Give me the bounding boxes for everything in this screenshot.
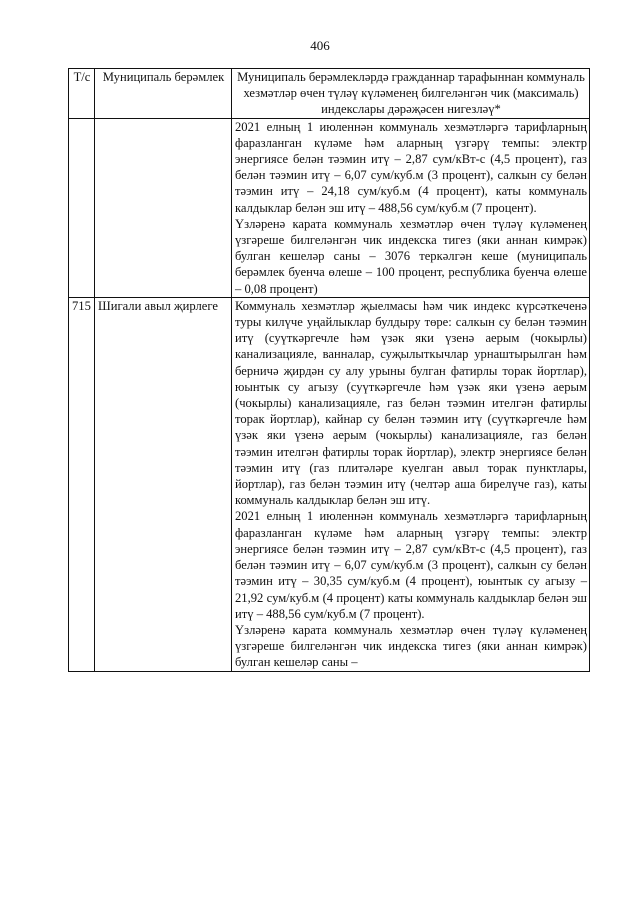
row-num [69, 118, 95, 297]
paragraph: 2021 елның 1 июленнән коммуналь хезмәтләргә тарифларның фаразланган күләме һәм аларның үзгәрү темпы: электр энергиясе белән тәэмин итү – 2,87 сум/кВт-с (4,5 процент), газ белән тәэмин итү – 6,07 сум/куб.м (3 процент), салкын су белән тәэмин итү – 30,35 сум/куб.м (4 процент), юынтык су агызу – 21,92 сум/куб.м (4 процент) каты коммуналь калдыклар белән эш итү – 488,56 сум/куб.м (7 процент). [235, 509, 587, 621]
header-index: Муниципаль берәмлекләрдә гражданнар тарафыннан коммуналь хезмәтләр өчен түләү күләменең билгеләнгән чик (максималь) индекслары дәрәҗәсен нигезләү* [232, 69, 590, 119]
header-municipality: Муниципаль берәмлек [95, 69, 232, 119]
table-header-row [69, 69, 590, 119]
table-row [69, 297, 590, 671]
row-municipality: Шигали авыл җирлеге [95, 297, 232, 671]
paragraph: Коммуналь хезмәтләр җыелмасы һәм чик индекс күрсәткеченә туры килүче уңайлыклар булдыру төре: салкын су белән тәэмин итү (суүткәргечле һәм үзәк яки үзенә аерым (чокырлы) канализацияле, ванналар, суҗылыткычлар урнаштырылган һәм берничә җирдән су алу урыны булган фатирлы торак йортлар), юынтык су агызу (суүткәргечле һәм үзәк яки үзенә аерым (чокырлы) канализацияле, газ белән тәэмин ителгән фатирлы торак йортлар), кайнар су белән тәэмин итү (суүткәргечле һәм үзәк яки үзенә аерым (чокырлы) канализацияле, газ белән тәэмин ителгән фатирлы торак йортлар), электр энергиясе белән тәэмин итү (газ плитәләре куелган авыл торак пунктлары, йортлар), газ белән тәэмин итү (челтәр аша бирелүче газ), каты коммуналь калдыклар белән эш итү. [235, 298, 587, 508]
page-number: 406 [310, 38, 330, 53]
paragraph: 2021 елның 1 июленнән коммуналь хезмәтләргә тарифларның фаразланган күләме һәм аларның үзгәрү темпы: электр энергиясе белән тәэмин итү – 2,87 сум/кВт-с (4,5 процент), газ белән тәэмин итү – 6,07 сум/куб.м (3 процент), салкын су белән тәэмин итү – 24,18 сум/куб.м (4 процент), каты коммуналь калдыклар белән эш итү – 488,56 сум/куб.м (7 процент). [235, 119, 587, 215]
index-table [68, 68, 590, 672]
row-municipality [95, 118, 232, 297]
row-num: 715 [69, 297, 95, 671]
row-description [232, 297, 590, 671]
row-description [232, 118, 590, 297]
paragraph: Үзләренә карата коммуналь хезмәтләр өчен түләү күләменең үзгәреше билгеләнгән чик индекска тигез (яки аннан кимрәк) булган кешеләр саны – [235, 622, 587, 670]
header-num: Т/с [69, 69, 95, 119]
table-row [69, 118, 590, 297]
paragraph: Үзләренә карата коммуналь хезмәтләр өчен түләү күләменең үзгәреше билгеләнгән чик индекска тигез (яки аннан кимрәк) булган кешеләр саны – 3076 теркәлгән кеше (муниципаль берәмлек буенча өлеше – 100 процент, республика буенча өлеше – 0,08 процент) [235, 216, 587, 296]
